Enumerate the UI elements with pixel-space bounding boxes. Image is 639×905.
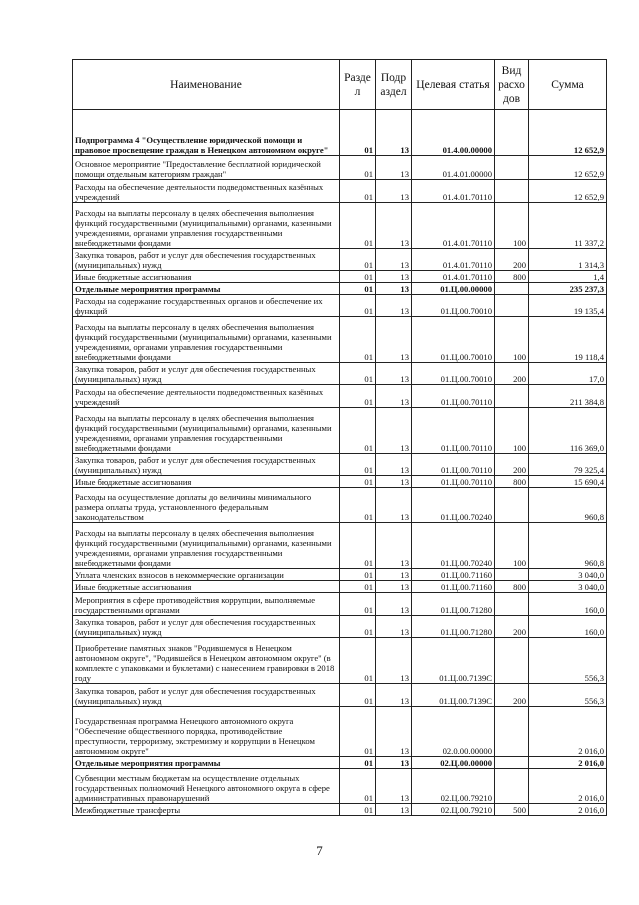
row-target: 01.4.01.70110 xyxy=(412,180,495,203)
row-name: Закупка товаров, работ и услуг для обеспечения государственных (муниципальных) нужд xyxy=(73,363,340,385)
row-name: Расходы на обеспечение деятельности подведомственных казённых учреждений xyxy=(73,180,340,203)
row-podrazdel: 13 xyxy=(376,616,412,638)
row-podrazdel: 13 xyxy=(376,156,412,180)
row-sum: 116 369,0 xyxy=(529,408,607,454)
row-razdel: 01 xyxy=(340,581,376,593)
row-podrazdel: 13 xyxy=(376,476,412,488)
row-name: Расходы на содержание государственных органов и обеспечение их функций xyxy=(73,295,340,317)
row-target: 01.Ц.00.70010 xyxy=(412,317,495,363)
row-sum: 2 016,0 xyxy=(529,804,607,816)
row-podrazdel: 13 xyxy=(376,638,412,684)
row-sum: 211 384,8 xyxy=(529,385,607,408)
row-target: 01.4.01.00000 xyxy=(412,156,495,180)
row-razdel: 01 xyxy=(340,569,376,581)
row-target: 02.Ц.00.79210 xyxy=(412,804,495,816)
row-sum: 12 652,9 xyxy=(529,156,607,180)
row-target: 01.Ц.00.70110 xyxy=(412,408,495,454)
row-vid: 100 xyxy=(495,523,529,569)
row-razdel: 01 xyxy=(340,249,376,271)
row-razdel: 01 xyxy=(340,317,376,363)
row-sum: 17,0 xyxy=(529,363,607,385)
row-sum: 15 690,4 xyxy=(529,476,607,488)
row-vid xyxy=(495,295,529,317)
row-vid: 200 xyxy=(495,454,529,476)
table-row xyxy=(73,523,607,569)
row-razdel: 01 xyxy=(340,203,376,249)
row-target: 01.4.01.70110 xyxy=(412,203,495,249)
row-vid: 100 xyxy=(495,408,529,454)
row-vid xyxy=(495,769,529,804)
row-target: 01.Ц.00.71280 xyxy=(412,593,495,616)
row-razdel: 01 xyxy=(340,156,376,180)
row-vid: 100 xyxy=(495,317,529,363)
row-name: Закупка товаров, работ и услуг для обеспечения государственных (муниципальных) нужд xyxy=(73,249,340,271)
row-podrazdel: 13 xyxy=(376,593,412,616)
row-name: Расходы на осуществление доплаты до величины минимального размера оплаты труда, установленного федеральным законодательством xyxy=(73,488,340,523)
row-razdel: 01 xyxy=(340,638,376,684)
row-vid: 800 xyxy=(495,476,529,488)
table-row xyxy=(73,283,607,295)
header-podrazdel: Подр аздел xyxy=(376,60,412,110)
row-vid: 200 xyxy=(495,249,529,271)
row-name: Мероприятия в сфере противодействия коррупции, выполняемые государственными органами xyxy=(73,593,340,616)
row-sum: 3 040,0 xyxy=(529,569,607,581)
row-name: Приобретение памятных знаков "Родившемуся в Ненецком автономном округе", "Родившейся в Ненецком автономном округе" (в комплекте с упаковками и буклетами) с нанесением гравировки в 2018 году xyxy=(73,638,340,684)
row-podrazdel: 13 xyxy=(376,408,412,454)
row-podrazdel: 13 xyxy=(376,203,412,249)
header-name: Наименование xyxy=(73,60,340,110)
row-target: 01.Ц.00.70240 xyxy=(412,523,495,569)
table-row xyxy=(73,156,607,180)
row-sum: 235 237,3 xyxy=(529,283,607,295)
row-razdel: 01 xyxy=(340,295,376,317)
header-razdel: Разде л xyxy=(340,60,376,110)
table-row xyxy=(73,203,607,249)
row-vid: 100 xyxy=(495,203,529,249)
row-podrazdel: 13 xyxy=(376,283,412,295)
row-target: 01.Ц.00.70240 xyxy=(412,488,495,523)
row-name: Субвенции местным бюджетам на осуществление отдельных государственных полномочий Ненецкого автономного округа в сфере административных правонарушений xyxy=(73,769,340,804)
row-vid: 200 xyxy=(495,616,529,638)
row-target: 02.0.00.00000 xyxy=(412,707,495,757)
row-name: Расходы на выплаты персоналу в целях обеспечения выполнения функций государственными (муниципальными) органами, казенными учреждениями, органами управления государственными внебюджетными фондами xyxy=(73,317,340,363)
row-name: Отдельные мероприятия программы xyxy=(73,757,340,769)
row-name: Отдельные мероприятия программы xyxy=(73,283,340,295)
row-target: 01.Ц.00.00000 xyxy=(412,283,495,295)
row-razdel: 01 xyxy=(340,684,376,707)
row-podrazdel: 13 xyxy=(376,757,412,769)
header-vid: Вид расхо дов xyxy=(495,60,529,110)
row-sum: 960,8 xyxy=(529,523,607,569)
table-row xyxy=(73,488,607,523)
table-row xyxy=(73,684,607,707)
row-target: 02.Ц.00.00000 xyxy=(412,757,495,769)
row-target: 01.Ц.00.71160 xyxy=(412,569,495,581)
row-vid: 800 xyxy=(495,581,529,593)
table-row xyxy=(73,271,607,283)
row-razdel: 01 xyxy=(340,488,376,523)
table-row xyxy=(73,757,607,769)
row-podrazdel: 13 xyxy=(376,180,412,203)
row-sum: 19 135,4 xyxy=(529,295,607,317)
row-razdel: 01 xyxy=(340,385,376,408)
table-row xyxy=(73,454,607,476)
table-row xyxy=(73,249,607,271)
table-row xyxy=(73,707,607,757)
table-row xyxy=(73,804,607,816)
row-razdel: 01 xyxy=(340,757,376,769)
row-name: Подпрограмма 4 "Осуществление юридической помощи и правовое просвещение граждан в Ненецком автономном округе" xyxy=(73,110,340,156)
row-vid xyxy=(495,757,529,769)
table-row xyxy=(73,769,607,804)
row-podrazdel: 13 xyxy=(376,110,412,156)
row-podrazdel: 13 xyxy=(376,804,412,816)
row-razdel: 01 xyxy=(340,476,376,488)
row-sum: 160,0 xyxy=(529,593,607,616)
row-podrazdel: 13 xyxy=(376,523,412,569)
row-target: 01.Ц.00.70110 xyxy=(412,476,495,488)
row-razdel: 01 xyxy=(340,523,376,569)
row-name: Закупка товаров, работ и услуг для обеспечения государственных (муниципальных) нужд xyxy=(73,616,340,638)
row-vid xyxy=(495,180,529,203)
table-row xyxy=(73,363,607,385)
row-podrazdel: 13 xyxy=(376,488,412,523)
row-sum: 2 016,0 xyxy=(529,757,607,769)
row-sum: 2 016,0 xyxy=(529,707,607,757)
row-razdel: 01 xyxy=(340,769,376,804)
row-razdel: 01 xyxy=(340,180,376,203)
row-name: Закупка товаров, работ и услуг для обеспечения государственных (муниципальных) нужд xyxy=(73,684,340,707)
table-row xyxy=(73,110,607,156)
row-name: Иные бюджетные ассигнования xyxy=(73,271,340,283)
row-target: 01.Ц.00.7139С xyxy=(412,684,495,707)
row-podrazdel: 13 xyxy=(376,363,412,385)
budget-table xyxy=(72,59,607,816)
table-row xyxy=(73,317,607,363)
row-podrazdel: 13 xyxy=(376,295,412,317)
table-row xyxy=(73,180,607,203)
row-vid xyxy=(495,593,529,616)
table-row xyxy=(73,638,607,684)
row-vid xyxy=(495,638,529,684)
row-name: Расходы на обеспечение деятельности подведомственных казённых учреждений xyxy=(73,385,340,408)
row-name: Основное мероприятие "Предоставление бесплатной юридической помощи отдельным категориям граждан" xyxy=(73,156,340,180)
row-sum: 1 314,3 xyxy=(529,249,607,271)
row-target: 01.Ц.00.70010 xyxy=(412,295,495,317)
row-sum: 11 337,2 xyxy=(529,203,607,249)
row-razdel: 01 xyxy=(340,707,376,757)
row-podrazdel: 13 xyxy=(376,317,412,363)
row-sum: 12 652,9 xyxy=(529,180,607,203)
row-sum: 556,3 xyxy=(529,638,607,684)
row-sum: 3 040,0 xyxy=(529,581,607,593)
row-target: 01.4.01.70110 xyxy=(412,271,495,283)
row-name: Расходы на выплаты персоналу в целях обеспечения выполнения функций государственными (муниципальными) органами, казенными учреждениями, органами управления государственными внебюджетными фондами xyxy=(73,408,340,454)
table-body xyxy=(73,110,607,816)
row-name: Иные бюджетные ассигнования xyxy=(73,581,340,593)
row-target: 01.Ц.00.71280 xyxy=(412,616,495,638)
table-row xyxy=(73,616,607,638)
row-vid: 500 xyxy=(495,804,529,816)
row-name: Государственная программа Ненецкого автономного округа "Обеспечение общественного порядка, противодействие преступности, терроризму, экстремизму и коррупции в Ненецком автономном округе" xyxy=(73,707,340,757)
row-vid xyxy=(495,569,529,581)
row-razdel: 01 xyxy=(340,593,376,616)
row-vid xyxy=(495,110,529,156)
row-target: 02.Ц.00.79210 xyxy=(412,769,495,804)
table-header-row xyxy=(73,60,607,110)
row-razdel: 01 xyxy=(340,271,376,283)
row-sum: 79 325,4 xyxy=(529,454,607,476)
row-target: 01.Ц.00.70010 xyxy=(412,363,495,385)
table-row xyxy=(73,569,607,581)
page-number: 7 xyxy=(316,843,323,858)
row-razdel: 01 xyxy=(340,110,376,156)
row-podrazdel: 13 xyxy=(376,684,412,707)
row-razdel: 01 xyxy=(340,363,376,385)
row-razdel: 01 xyxy=(340,408,376,454)
row-target: 01.Ц.00.70110 xyxy=(412,454,495,476)
table-row xyxy=(73,385,607,408)
row-razdel: 01 xyxy=(340,454,376,476)
row-podrazdel: 13 xyxy=(376,454,412,476)
row-podrazdel: 13 xyxy=(376,769,412,804)
header-sum: Сумма xyxy=(529,60,607,110)
row-sum: 12 652,9 xyxy=(529,110,607,156)
row-podrazdel: 13 xyxy=(376,249,412,271)
row-name: Расходы на выплаты персоналу в целях обеспечения выполнения функций государственными (муниципальными) органами, казенными учреждениями, органами управления государственными внебюджетными фондами xyxy=(73,523,340,569)
row-razdel: 01 xyxy=(340,283,376,295)
table-row xyxy=(73,408,607,454)
row-name: Иные бюджетные ассигнования xyxy=(73,476,340,488)
table-row xyxy=(73,295,607,317)
row-sum: 19 118,4 xyxy=(529,317,607,363)
row-vid xyxy=(495,707,529,757)
row-vid xyxy=(495,385,529,408)
row-podrazdel: 13 xyxy=(376,271,412,283)
table-row xyxy=(73,581,607,593)
row-name: Уплата членских взносов в некоммерческие организации xyxy=(73,569,340,581)
header-target: Целевая статья xyxy=(412,60,495,110)
table-row xyxy=(73,593,607,616)
row-vid: 200 xyxy=(495,684,529,707)
row-vid xyxy=(495,156,529,180)
row-vid: 800 xyxy=(495,271,529,283)
row-podrazdel: 13 xyxy=(376,385,412,408)
row-name: Закупка товаров, работ и услуг для обеспечения государственных (муниципальных) нужд xyxy=(73,454,340,476)
row-sum: 960,8 xyxy=(529,488,607,523)
row-target: 01.Ц.00.7139С xyxy=(412,638,495,684)
row-target: 01.Ц.00.71160 xyxy=(412,581,495,593)
row-target: 01.4.01.70110 xyxy=(412,249,495,271)
row-sum: 2 016,0 xyxy=(529,769,607,804)
row-vid xyxy=(495,283,529,295)
row-sum: 160,0 xyxy=(529,616,607,638)
row-target: 01.4.00.00000 xyxy=(412,110,495,156)
table-row xyxy=(73,476,607,488)
row-name: Расходы на выплаты персоналу в целях обеспечения выполнения функций государственными (муниципальными) органами, казенными учреждениями, органами управления государственными внебюджетными фондами xyxy=(73,203,340,249)
row-podrazdel: 13 xyxy=(376,569,412,581)
row-razdel: 01 xyxy=(340,616,376,638)
row-vid: 200 xyxy=(495,363,529,385)
row-sum: 1,4 xyxy=(529,271,607,283)
row-podrazdel: 13 xyxy=(376,581,412,593)
row-vid xyxy=(495,488,529,523)
row-target: 01.Ц.00.70110 xyxy=(412,385,495,408)
row-sum: 556,3 xyxy=(529,684,607,707)
row-razdel: 01 xyxy=(340,804,376,816)
row-name: Межбюджетные трансферты xyxy=(73,804,340,816)
row-podrazdel: 13 xyxy=(376,707,412,757)
